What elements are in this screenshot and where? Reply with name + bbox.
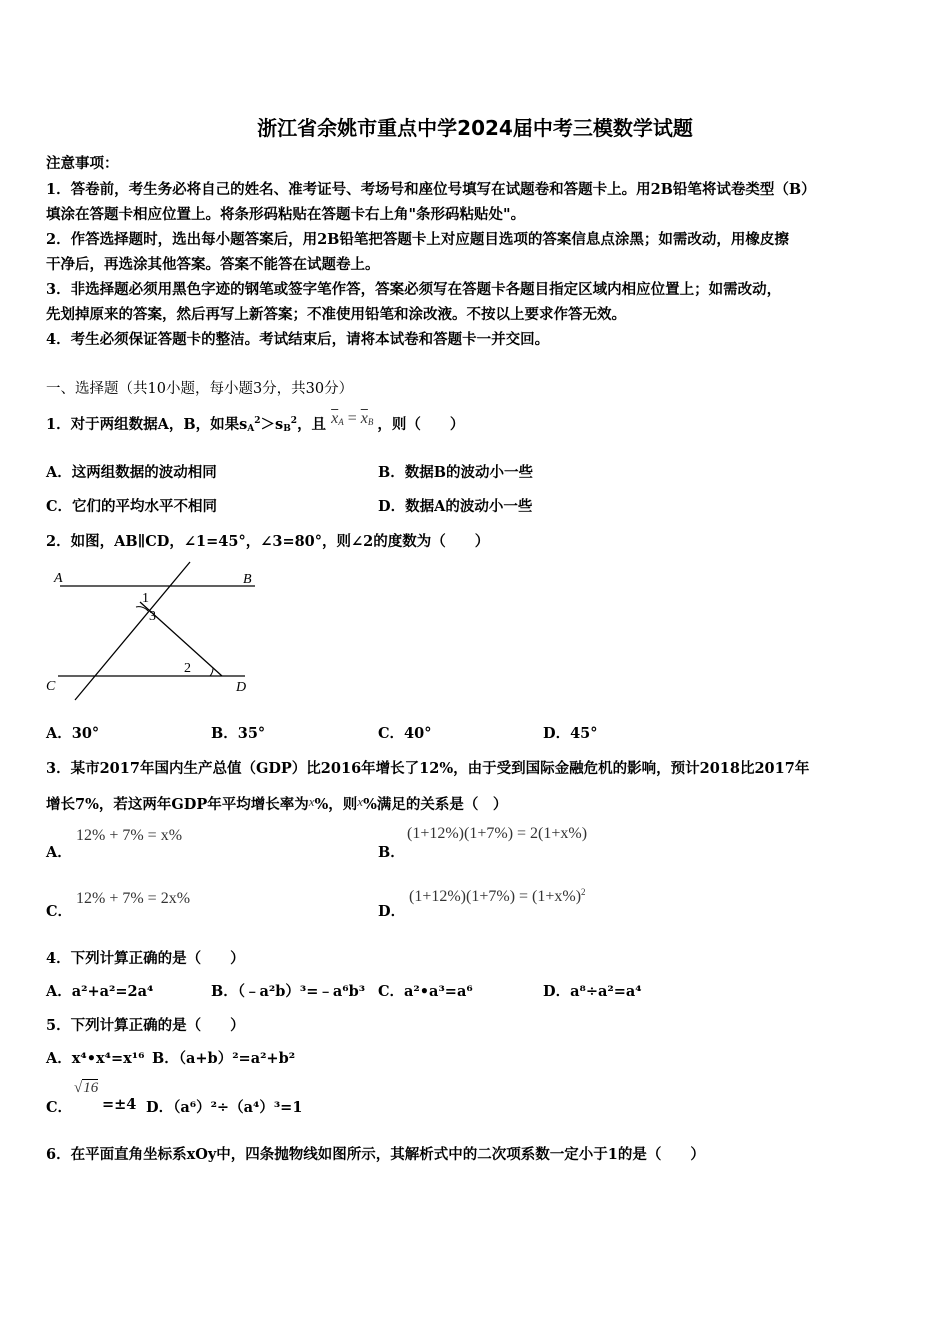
label-angle-1: 1 bbox=[142, 591, 149, 606]
q5-option-a: A．x⁴•x⁴=x¹⁶ bbox=[46, 1050, 145, 1067]
question-1-stem: 1．对于两组数据A，B，如果$s_A^2>s_B^2$，且 $\overline{x}_A = \overline{x}_B$ ，则（ ） bbox=[46, 410, 465, 434]
q4-option-b: B．（﹣a²b）³=﹣a⁶b³ bbox=[211, 983, 366, 1000]
label-angle-2: 2 bbox=[184, 661, 191, 676]
q3-option-c-expr: 12% + 7% = 2x% bbox=[76, 890, 191, 907]
q4-option-d: D．a⁸÷a²=a⁴ bbox=[543, 983, 642, 1000]
label-b: B bbox=[243, 572, 252, 587]
q2-option-a: A．30° bbox=[46, 725, 100, 742]
q3-option-d-expr: $(1+12\%)(1+7\%) = (1+x\%)^2$ bbox=[409, 887, 586, 905]
q1-option-a: A．这两组数据的波动相同 bbox=[46, 464, 217, 481]
q4-option-a: A．a²+a²=2a⁴ bbox=[46, 983, 154, 1000]
q5-option-d: D．（a⁶）²÷（a⁴）³=1 bbox=[146, 1099, 303, 1116]
page-title: 浙江省余姚市重点中学2024届中考三模数学试题 bbox=[257, 116, 693, 140]
notice-line: 1．答卷前，考生务必将自己的姓名、准考证号、考场号和座位号填写在试题卷和答题卡上。用2B铅笔将试卷类型（B） bbox=[46, 181, 816, 198]
q1-option-c: C．它们的平均水平不相同 bbox=[46, 498, 218, 515]
label-a: A bbox=[54, 571, 63, 586]
q1-option-b: B．数据B的波动小一些 bbox=[378, 464, 534, 481]
notice-line: 2．作答选择题时，选出每小题答案后，用2B铅笔把答题卡上对应题目选项的答案信息点涂黑；如需改动，用橡皮擦 bbox=[46, 231, 789, 248]
section-heading: 一、选择题（共10小题，每小题3分，共30分） bbox=[46, 381, 354, 397]
label-angle-3: 3 bbox=[149, 609, 156, 624]
notice-line: 填涂在答题卡相应位置上。将条形码粘贴在答题卡右上角"条形码粘贴处"。 bbox=[46, 206, 526, 223]
q5-option-c: C． bbox=[46, 1099, 73, 1116]
q1-option-d: D．数据A的波动小一些 bbox=[378, 498, 533, 515]
q2-option-c: C．40° bbox=[378, 725, 432, 742]
q2-option-d: D．45° bbox=[543, 725, 598, 742]
notice-line: 先划掉原来的答案，然后再写上新答案；不准使用铅笔和涂改液。不按以上要求作答无效。 bbox=[46, 306, 626, 323]
notice-line: 4．考生必须保证答题卡的整洁。考试结束后，请将本试卷和答题卡一并交回。 bbox=[46, 331, 550, 348]
label-c: C bbox=[46, 679, 56, 694]
notice-heading: 注意事项： bbox=[46, 155, 119, 172]
question-4-stem: 4．下列计算正确的是（ ） bbox=[46, 950, 245, 967]
q2-option-b: B．35° bbox=[211, 725, 266, 742]
q3-option-a-label: A． bbox=[46, 844, 72, 861]
notice-line: 干净后，再选涂其他答案。答案不能答在试题卷上。 bbox=[46, 256, 380, 273]
question-2-stem: 2．如图，AB∥CD，∠1=45°，∠3=80°，则∠2的度数为（ ） bbox=[46, 533, 490, 550]
q3-option-a-expr: 12% + 7% = x% bbox=[76, 827, 183, 844]
q3-option-c-label: C． bbox=[46, 903, 73, 920]
q3-option-d-label: D． bbox=[378, 903, 406, 920]
question-6-stem: 6．在平面直角坐标系xOy中，四条抛物线如图所示，其解析式中的二次项系数一定小于1的是（ ） bbox=[46, 1146, 705, 1163]
parallel-lines-figure bbox=[40, 560, 270, 705]
label-d: D bbox=[236, 680, 247, 695]
question-3-line-1: 3．某市2017年国内生产总值（GDP）比2016年增长了12%，由于受到国际金融危机的影响，预计2018比2017年 bbox=[46, 760, 810, 777]
q3-option-b-label: B． bbox=[378, 844, 405, 861]
q3-option-b-expr: (1+12%)(1+7%) = 2(1+x%) bbox=[407, 825, 588, 842]
q5-option-b: B．（a+b）²=a²+b² bbox=[152, 1050, 296, 1067]
q5-option-c-rest: =±4 bbox=[102, 1096, 137, 1113]
question-5-stem: 5．下列计算正确的是（ ） bbox=[46, 1017, 245, 1034]
notice-line: 3．非选择题必须用黑色字迹的钢笔或签字笔作答，答案必须写在答题卡各题目指定区域内相应位置上；如需改动， bbox=[46, 281, 782, 298]
q5-option-c-radical: √16 bbox=[74, 1080, 99, 1096]
q4-option-c: C．a²•a³=a⁶ bbox=[378, 983, 473, 1000]
question-3-line-2: 增长7%，若这两年GDP年平均增长率为x%，则x%满足的关系是（ ） bbox=[46, 794, 508, 813]
angle-2-arc bbox=[210, 668, 213, 676]
